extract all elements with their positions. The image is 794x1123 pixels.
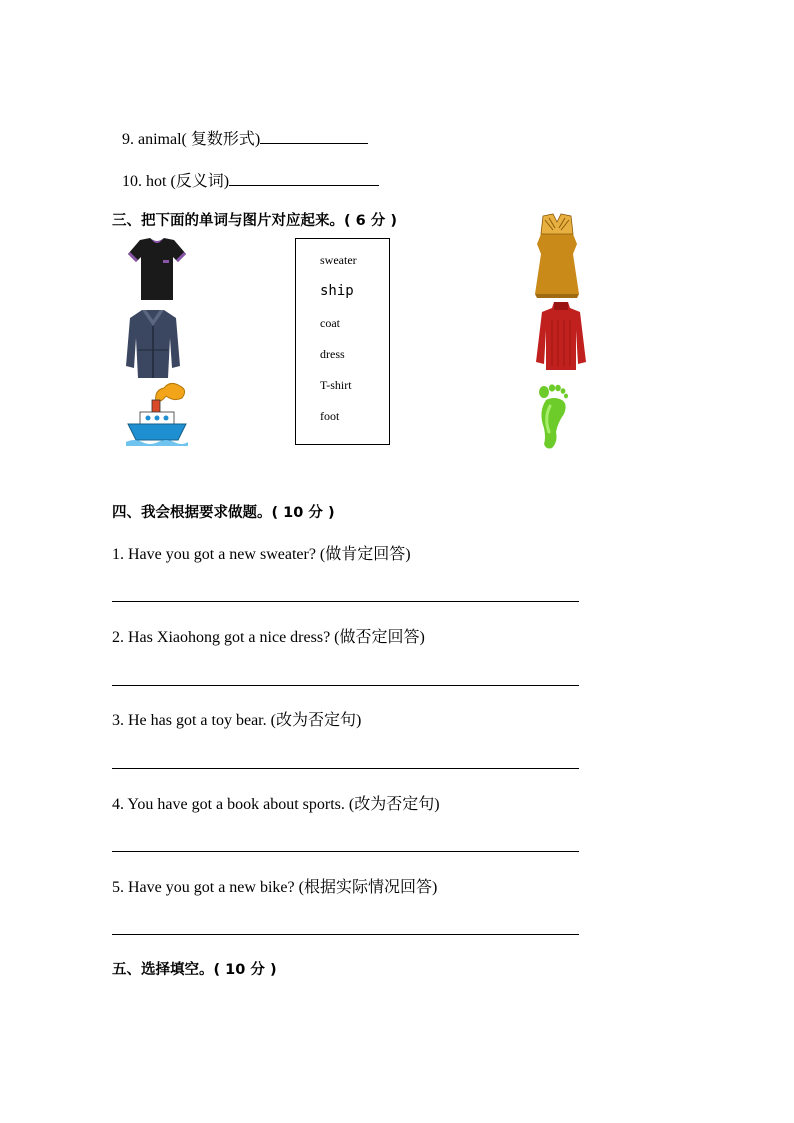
answer-line[interactable] <box>112 768 579 769</box>
answer-blank[interactable] <box>229 171 379 186</box>
word-item: coat <box>320 316 340 330</box>
foot-picture <box>536 382 570 450</box>
section-5-heading: 五、选择填空。( 10 分 ) <box>112 962 277 978</box>
word-item: foot <box>320 409 340 423</box>
sweater-picture <box>534 300 588 372</box>
answer-line[interactable] <box>112 934 579 935</box>
question-1: 1. Have you got a new sweater? (做肯定回答) <box>112 546 411 563</box>
fill-in-item-10 <box>122 168 379 191</box>
ship-picture <box>126 382 188 448</box>
question-5: 5. Have you got a new bike? (根据实际情况回答) <box>112 879 438 896</box>
fill-in-item-9-text: 9. animal( 复数形式) <box>122 131 261 148</box>
fill-in-item-10-text: 10. hot (反义词) <box>122 173 230 190</box>
answer-blank[interactable] <box>260 129 368 144</box>
question-3: 3. He has got a toy bear. (改为否定句) <box>112 712 362 729</box>
t-shirt-picture <box>126 236 188 304</box>
answer-line[interactable] <box>112 685 579 686</box>
dress-picture <box>533 214 581 298</box>
word-item: dress <box>320 347 345 361</box>
word-item: sweater <box>320 253 357 267</box>
word-item: ship <box>320 283 354 299</box>
section-4-heading: 四、我会根据要求做题。( 10 分 ) <box>112 505 335 521</box>
question-2: 2. Has Xiaohong got a nice dress? (做否定回答) <box>112 629 425 646</box>
answer-line[interactable] <box>112 601 579 602</box>
question-4: 4. You have got a book about sports. (改为否定句) <box>112 796 440 813</box>
word-list-box <box>295 238 390 445</box>
coat-picture <box>124 308 182 380</box>
fill-in-item-9 <box>122 126 368 149</box>
word-item: T-shirt <box>320 378 352 392</box>
section-3-heading: 三、把下面的单词与图片对应起来。( 6 分 ) <box>112 213 397 229</box>
answer-line[interactable] <box>112 851 579 852</box>
